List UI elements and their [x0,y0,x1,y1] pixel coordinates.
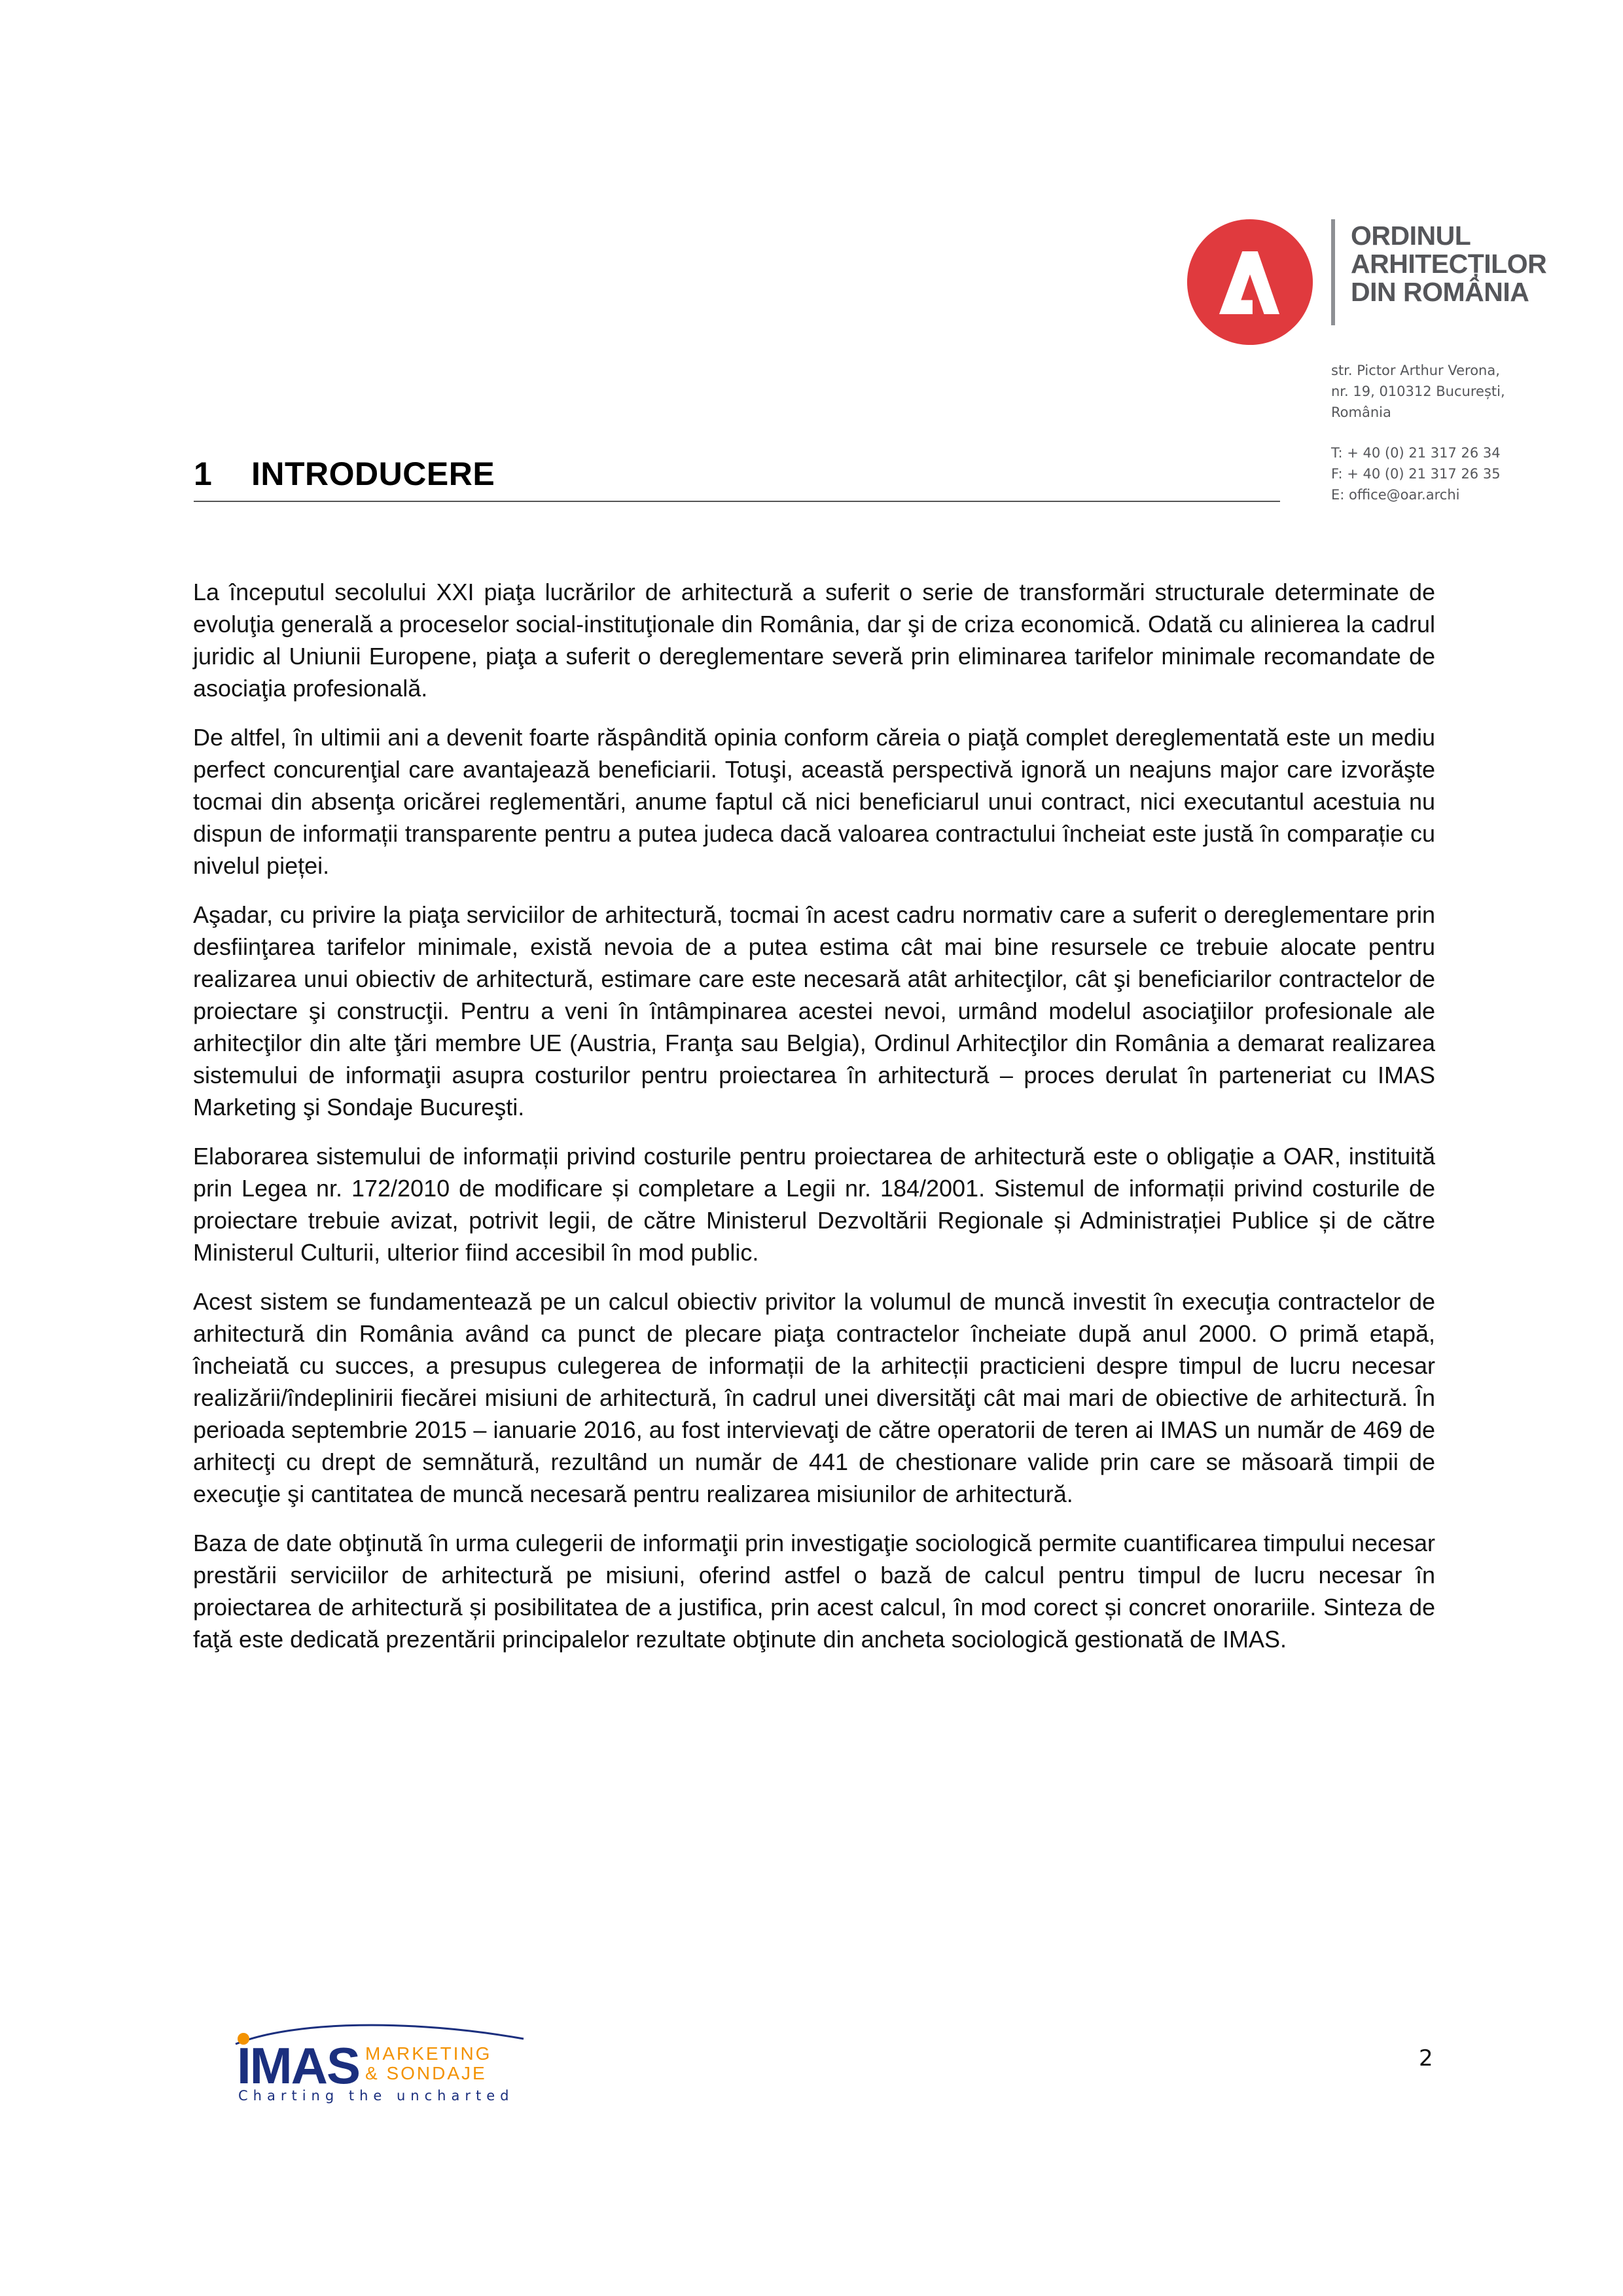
paragraph-2: De altfel, în ultimii ani a devenit foarte răspândită opinia conform căreia o piaţă complet dereglementată este un mediu perfect concurenţial care avantajează beneficiarii. Totuşi, această perspectivă ignoră un neajuns major care izvorăşte tocmai din absenţa oricărei reglementări, anume faptul că nici beneficiarul unui contract, nici executantul acestuia nu dispun de informații transparente pentru a putea judeca dacă valoarea contractului încheiat este justă în comparație cu nivelul pieței. [193,724,1435,879]
paragraph-1: La începutul secolului XXI piaţa lucrărilor de arhitectură a suferit o serie de transformări structurale determinate de evoluţia generală a proceselor social-instituţionale din România, dar şi de criza economică. Odată cu alinierea la cadrul juridic al Uniunii Europene, piaţa a suferit o dereglementare severă prin eliminarea tarifelor minimale recomandate de asociaţia profesională. [193,579,1435,702]
section-number: 1 [194,456,212,492]
address-spacer [1331,423,1606,442]
imas-tag-bottom: & SONDAJE [365,2063,487,2083]
document-body [193,576,1435,1672]
paragraph-3: Aşadar, cu privire la piaţa serviciilor de arhitectură, tocmai în acest cadru normativ care a suferit o dereglementare prin desfiinţarea tarifelor minimale, există nevoia de a putea estima cât mai bine resursele ce trebuie alocate pentru realizarea unui obiectiv de arhitectură, estimare care este necesară atât arhitecţilor, cât şi beneficiarilor contractelor de proiectare şi construcţii. Pentru a veni în întâmpinarea acestei nevoi, urmând modelul asociaţiilor profesionale ale arhitecţilor din alte ţări membre UE (Austria, Franţa sau Belgia), Ordinul Arhitecţilor din România a demarat realizarea sistemului de informaţii asupra costurilor pentru proiectarea în arhitectură – proces derulat în parteneriat cu IMAS Marketing şi Sondaje Bucureşti. [193,901,1435,1121]
address-line-2: nr. 19, 010312 București, [1331,384,1505,399]
oar-logo-divider [1331,219,1335,325]
oar-logo [1186,218,1547,355]
paragraph-5: Acest sistem se fundamentează pe un calcul obiectiv privitor la volumul de muncă investit în execuţia contractelor de arhitectură din România având ca punct de plecare piaţa contractelor încheiate după anul 2000. O primă etapă, încheiată cu succes, a presupus culegerea de informații de la arhitecții practicieni despre timpul de lucru necesar realizării/îndeplinirii fiecărei misiuni de arhitectură, în cadrul unei diversităţi cât mai mari de obiective de arhitectură. În perioada septembrie 2015 – ianuarie 2016, au fost intervievaţi de către operatorii de teren ai IMAS un număr de 469 de arhitecţi cu drept de semnătură, rezultând un număr de 441 de chestionare valide prin care se măsoară timpii de execuţie şi cantitatea de muncă necesară pentru realizarea misiunilor de arhitectură. [193,1288,1435,1507]
address-line-3: România [1331,404,1391,420]
imas-slogan: Charting the uncharted [238,2088,514,2104]
oar-org-name-line-1: ORDINUL [1351,221,1471,251]
oar-org-name-line-3: DIN ROMÂNIA [1351,277,1529,307]
imas-logo [196,2019,537,2104]
oar-org-name-line-2: ARHITECȚILOR [1351,249,1547,279]
contact-email[interactable]: E: office@oar.archi [1331,487,1460,503]
contact-fax: F: + 40 (0) 21 317 26 35 [1331,466,1501,482]
oar-org-name [1351,222,1547,306]
section-title: INTRODUCERE [251,456,495,492]
paragraph-6: Baza de date obţinută în urma culegerii de informaţii prin investigaţie sociologică permite cuantificarea timpului necesar prestării serviciilor de arhitectură pe misiuni, oferind astfel o bază de calcul pentru timpul de lucru necesar în proiectarea de arhitectură și posibilitatea de a justifica, prin acest calcul, în mod corect și concret onorariile. Sinteza de faţă este dedicată prezentării principalelor rezultate obţinute din ancheta sociologică gestionată de IMAS. [193,1530,1435,1653]
page-number: 2 [1419,2045,1433,2072]
oar-logo-mark-icon [1186,218,1314,346]
oar-contact-block [1331,360,1606,505]
imas-brand: IMAS [237,2037,359,2094]
paragraph-4: Elaborarea sistemului de informații privind costurile pentru proiectarea de arhitectură este o obligație a OAR, instituită prin Legea nr. 172/2010 de modificare și completare a Legii nr. 184/2001. Sistemul de informații privind costurile de proiectare trebuie avizat, potrivit legii, de către Ministerul Dezvoltării Regionale și Administrației Publice și de către Ministerul Culturii, ulterior fiind accesibil în mod public. [193,1143,1435,1266]
contact-phone: T: + 40 (0) 21 317 26 34 [1331,445,1501,461]
section-heading [194,450,1280,502]
address-line-1: str. Pictor Arthur Verona, [1331,363,1500,378]
imas-tag-top: MARKETING [365,2043,492,2064]
